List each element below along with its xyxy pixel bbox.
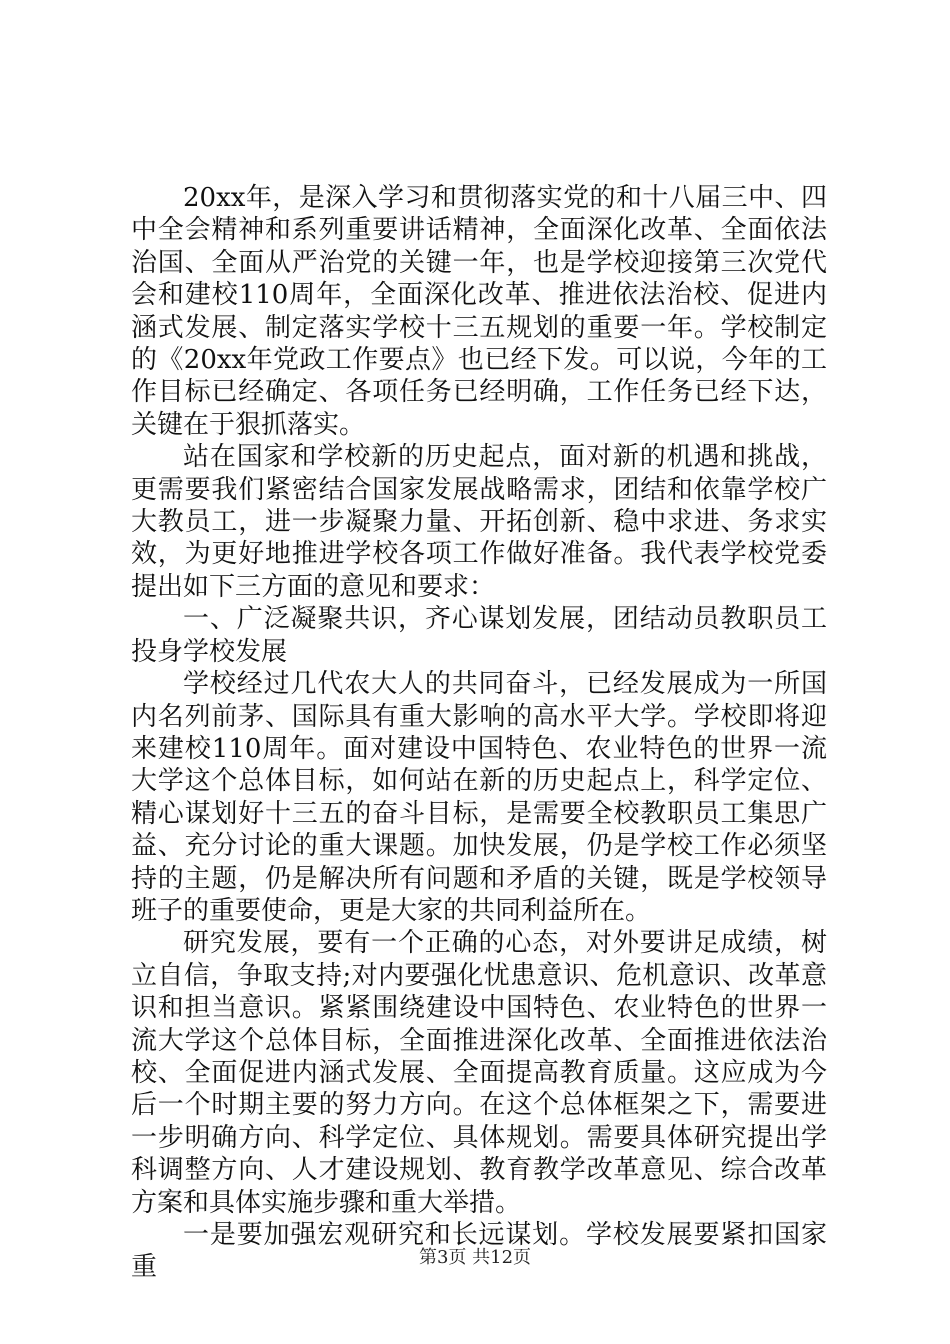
paragraph-3: 学校经过几代农大人的共同奋斗，已经发展成为一所国内名列前茅、国际具有重大影响的高水平大学。学校即将迎来建校110周年。面对建设中国特色、农业特色的世界一流大学这个总体目标，如何站在新的历史起点上，科学定位、精心谋划好十三五的奋斗目标，是需要全校教职员工集思广益、充分讨论的重大课题。加快发展，仍是学校工作必须坚持的主题，仍是解决所有问题和矛盾的关键，既是学校领导班子的重要使命，更是大家的共同利益所在。 (131, 669, 827, 926)
document-body (131, 182, 827, 1284)
paragraph-2: 站在国家和学校新的历史起点，面对新的机遇和挑战，更需要我们紧密结合国家发展战略需求，团结和依靠学校广大教员工，进一步凝聚力量、开拓创新、稳中求进、务求实效，为更好地推进学校各项工作做好准备。我代表学校党委提出如下三方面的意见和要求： (131, 442, 827, 602)
page-number-footer: 第3页 共12页 (418, 1247, 532, 1268)
section-heading-1: 一、广泛凝聚共识，齐心谋划发展，团结动员教职员工投身学校发展 (131, 604, 827, 667)
paragraph-1: 20xx年，是深入学习和贯彻落实党的和十八届三中、四中全会精神和系列重要讲话精神，全面深化改革、全面依法治国、全面从严治党的关键一年，也是学校迎接第三次党代会和建校110周年，全面深化改革、推进依法治校、促进内涵式发展、制定落实学校十三五规划的重要一年。学校制定的《20xx年党政工作要点》也已经下发。可以说，今年的工作目标已经确定、各项任务已经明确，工作任务已经下达，关键在于狠抓落实。 (131, 183, 827, 440)
paragraph-4: 研究发展，要有一个正确的心态，对外要讲足成绩，树立自信，争取支持;对内要强化忧患意识、危机意识、改革意识和担当意识。紧紧围绕建设中国特色、农业特色的世界一流大学这个总体目标，全面推进深化改革、全面推进依法治校、全面促进内涵式发展、全面提高教育质量。这应成为今后一个时期主要的努力方向。在这个总体框架之下，需要进一步明确方向、科学定位、具体规划。需要具体研究提出学科调整方向、人才建设规划、教育教学改革意见、综合改革方案和具体实施步骤和重大举措。 (131, 928, 827, 1218)
paragraph-5: 一是要加强宏观研究和长远谋划。学校发展要紧扣国家重 (131, 1220, 827, 1283)
